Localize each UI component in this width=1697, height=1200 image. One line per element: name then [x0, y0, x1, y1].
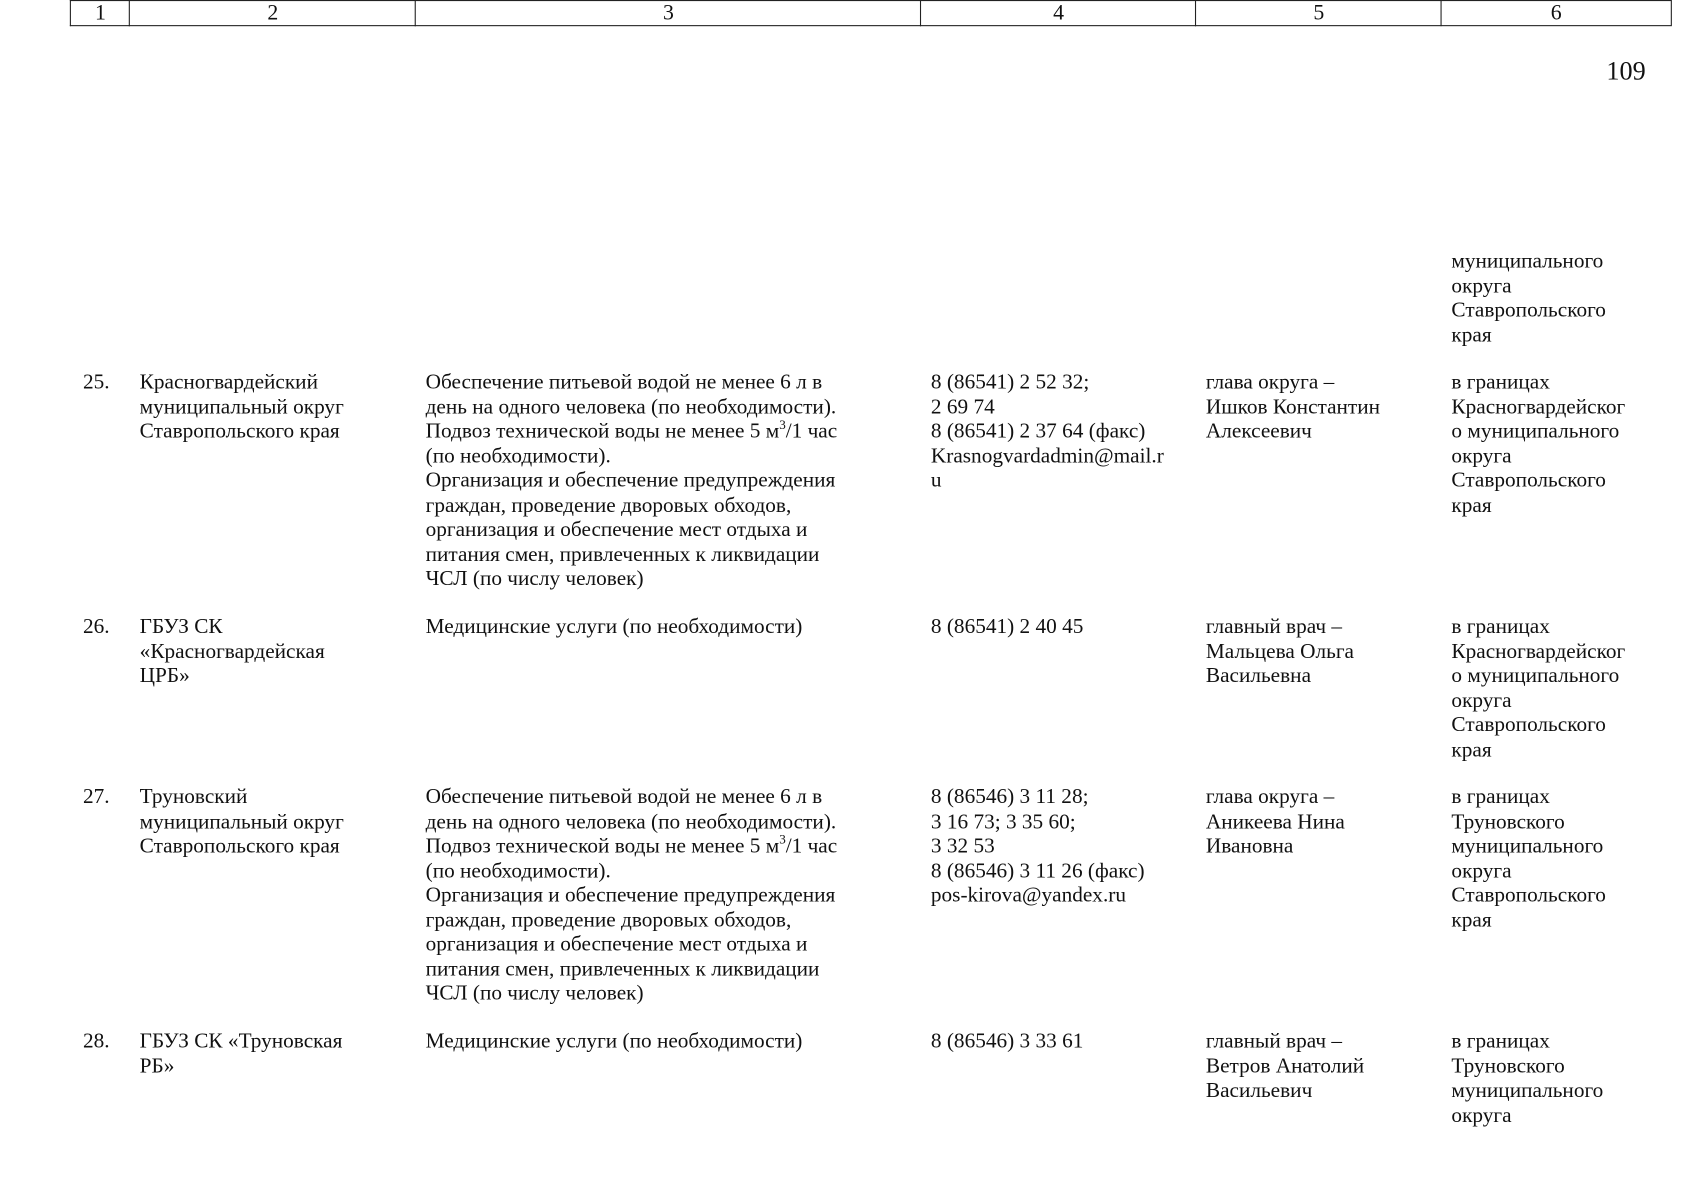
area-cell — [1451, 615, 1625, 762]
text-line: Обеспечение питьевой водой не менее 6 л в — [425, 785, 823, 809]
text-line: ЧСЛ (по числу человек) — [425, 567, 644, 591]
phone-text: 8 (86546) 3 33 61 — [930, 1030, 1084, 1054]
text-line: округа — [1451, 689, 1512, 713]
text-line: «Красногвардейская — [139, 640, 325, 663]
text-line: Красногвардейский — [139, 371, 318, 394]
text-line: организация и обеспечение мест отдыха и — [425, 518, 808, 542]
text-line: в границах — [1451, 615, 1550, 639]
text-line: Ставропольского края — [139, 834, 340, 858]
head-cell — [1206, 786, 1345, 860]
area-cell — [1451, 1030, 1603, 1128]
service-cell — [426, 1030, 803, 1055]
text-line: ГБУЗ СК «Труновская — [139, 1030, 343, 1054]
area-cell — [1451, 371, 1625, 518]
text-line: глава округа – — [1205, 371, 1335, 394]
text-line: питания смен, привлеченных к ликвидации — [425, 542, 820, 566]
continuation-area-cell — [1451, 250, 1606, 348]
head-cell — [1206, 615, 1354, 689]
text-line: Труновского — [1451, 1054, 1565, 1078]
text-line: в границах — [1451, 785, 1550, 809]
text-line: организация и обеспечение мест отдыха и — [425, 933, 808, 956]
text-line: питания смен, привлеченных к ликвидации — [425, 957, 820, 981]
phone-text: 2 69 74 — [930, 395, 995, 419]
phone-text: 3 16 73; 3 35 60; — [930, 810, 1076, 834]
organization-cell — [140, 786, 344, 860]
text-line: (по необходимости). — [425, 444, 611, 468]
text-line: Подвоз технической воды не менее 5 $м^3/1$ час — [425, 831, 838, 858]
text-line: Ставропольского — [1451, 883, 1606, 907]
text-line: Ставропольского — [1451, 299, 1606, 322]
organization-cell — [140, 1030, 343, 1079]
text-line: края — [1451, 323, 1492, 347]
text-line: Медицинские услуги (по необходимости) — [425, 615, 803, 639]
text-line: Труновский — [139, 785, 248, 809]
service-cell — [426, 786, 838, 1007]
column-header-5: 5 — [1195, 0, 1442, 26]
head-cell — [1206, 371, 1380, 445]
text-line: в границах — [1451, 1030, 1550, 1054]
row-number: 27. — [82, 785, 110, 809]
column-header-6: 6 — [1441, 0, 1672, 26]
area-cell — [1451, 786, 1606, 933]
text-line: о муниципального — [1451, 420, 1620, 444]
email-text: Krasnogvardadmin@mail.r — [930, 444, 1164, 468]
text-line: Красногвардейског — [1451, 395, 1626, 419]
service-cell — [426, 371, 838, 592]
email-text: pos-kirova@yandex.ru — [930, 883, 1126, 907]
text-line: глава округа – — [1205, 785, 1335, 809]
text-line: в границах — [1451, 371, 1550, 394]
column-header-4: 4 — [920, 0, 1196, 26]
text-line: муниципального — [1451, 249, 1604, 273]
text-line: муниципального — [1451, 834, 1604, 858]
phone-text: 8 (86541) 2 52 32; — [930, 371, 1090, 394]
text-line: Красногвардейског — [1451, 640, 1626, 663]
text-line: главный врач – — [1205, 615, 1342, 639]
text-line: Аникеева Нина — [1205, 810, 1345, 834]
fax-text: 8 (86541) 2 37 64 (факс) — [930, 420, 1146, 444]
text-line: Ишков Константин — [1205, 395, 1380, 419]
contacts-cell — [931, 1030, 1084, 1055]
organization-cell — [140, 615, 325, 689]
text-line: Алексеевич — [1205, 420, 1312, 444]
phone-text: 8 (86546) 3 11 28; — [930, 785, 1089, 809]
text-line: Организация и обеспечение предупреждения — [425, 883, 836, 907]
row-number: 28. — [82, 1030, 110, 1054]
text-line: муниципальный округ — [139, 810, 344, 834]
text-line: главный врач – — [1205, 1030, 1342, 1054]
contacts-cell — [931, 371, 1164, 494]
text-line: Ветров Анатолий — [1205, 1054, 1365, 1078]
text-line: Медицинские услуги (по необходимости) — [425, 1030, 803, 1054]
column-header-1: 1 — [70, 0, 130, 26]
text-line: округа — [1451, 274, 1512, 298]
text-line: о муниципального — [1451, 664, 1620, 688]
contacts-cell — [931, 786, 1145, 909]
text-line: Васильевич — [1205, 1079, 1313, 1103]
text-line: (по необходимости). — [425, 859, 611, 883]
text-line: Организация и обеспечение предупреждения — [425, 469, 836, 493]
text-line: Труновского — [1451, 810, 1565, 834]
text-line: ЧСЛ (по числу человек) — [425, 982, 644, 1006]
row-number: 25. — [82, 371, 110, 394]
column-header-3: 3 — [415, 0, 921, 26]
fax-text: 8 (86546) 3 11 26 (факс) — [930, 859, 1145, 883]
text-line: Ставропольского — [1451, 469, 1606, 493]
text-line: граждан, проведение дворовых обходов, — [425, 493, 792, 517]
row-number: 26. — [82, 615, 110, 639]
text-line: ЦРБ» — [139, 664, 190, 688]
text-line: округа — [1451, 444, 1512, 468]
text-line: день на одного человека (по необходимости). — [425, 810, 837, 834]
text-line: края — [1451, 493, 1492, 517]
organization-cell — [140, 371, 344, 445]
text-line: муниципальный округ — [139, 395, 344, 419]
text-line: ГБУЗ СК — [139, 615, 223, 639]
text-line: РБ» — [139, 1054, 175, 1078]
text-line: Подвоз технической воды не менее 5 $м^3/1$ час — [425, 416, 838, 444]
text-line: Ставропольского — [1451, 713, 1606, 737]
text-line: округа — [1451, 859, 1512, 883]
phone-text: 8 (86541) 2 40 45 — [930, 615, 1084, 639]
text-line: день на одного человека (по необходимости). — [425, 395, 837, 419]
text-line: граждан, проведение дворовых обходов, — [425, 908, 792, 932]
contacts-cell — [931, 615, 1084, 640]
text-line: Мальцева Ольга — [1205, 640, 1355, 663]
text-line: края — [1451, 908, 1492, 932]
head-cell — [1206, 1030, 1364, 1104]
text-line: Ивановна — [1205, 834, 1294, 858]
text-line: муниципального — [1451, 1079, 1604, 1103]
text-line: Васильевна — [1205, 664, 1312, 688]
page-number: 109 — [1606, 57, 1646, 87]
email-text: u — [930, 469, 942, 493]
text-line: края — [1451, 738, 1492, 762]
column-header-2: 2 — [129, 0, 416, 26]
text-line: Ставропольского края — [139, 420, 340, 444]
text-line: Обеспечение питьевой водой не менее 6 л в — [425, 371, 823, 394]
service-cell — [426, 615, 803, 640]
text-line: округа — [1451, 1103, 1512, 1127]
phone-text: 3 32 53 — [930, 834, 995, 858]
